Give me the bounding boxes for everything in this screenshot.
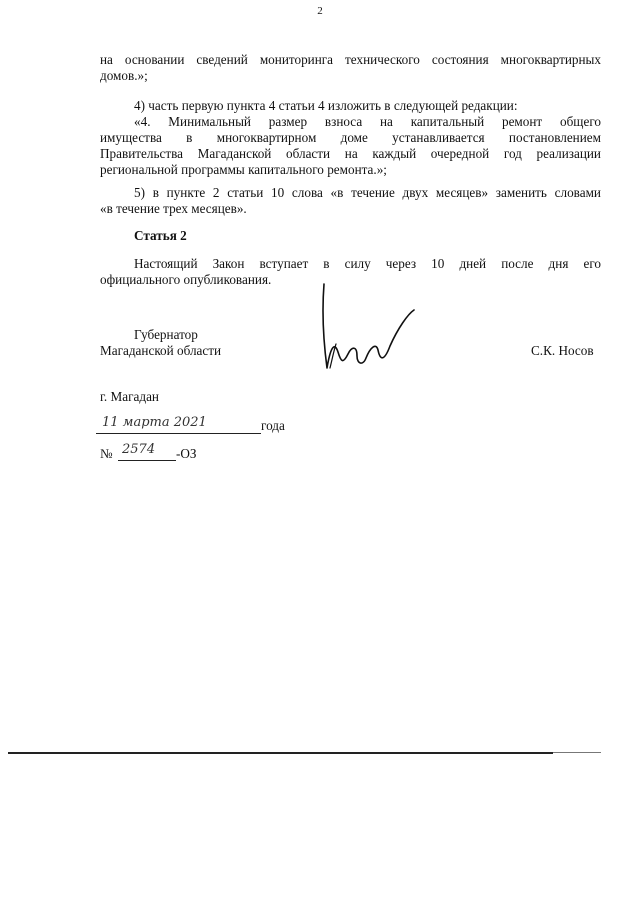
paragraph-line: домов.»; xyxy=(100,68,148,83)
page-number: 2 xyxy=(317,5,323,17)
date-blank xyxy=(96,415,261,434)
bottom-rule-faint xyxy=(553,752,601,753)
bottom-rule xyxy=(8,752,553,754)
date-suffix: года xyxy=(261,418,285,433)
signer-name: С.К. Носов xyxy=(531,343,594,358)
handwritten-signature xyxy=(310,280,420,380)
law-number-suffix: -ОЗ xyxy=(176,446,197,461)
paragraph-line: 4) часть первую пункта 4 статьи 4 изложить в следующей редакции: xyxy=(134,98,518,113)
paragraph-line: 5) в пункте 2 статьи 10 слова «в течение двух месяцев» заменить словами xyxy=(134,185,601,200)
quote-line: Правительства Магаданской области на каждый очередной год реализации xyxy=(100,146,601,161)
law-number-blank xyxy=(118,442,176,461)
law-number-prefix: № xyxy=(100,446,113,461)
paragraph-line: на основании сведений мониторинга технического состояния многоквартирных xyxy=(100,52,601,67)
paragraph-line: «в течение трех месяцев». xyxy=(100,201,247,216)
paragraph-line: официального опубликования. xyxy=(100,272,272,287)
signer-position: Магаданской области xyxy=(100,343,222,358)
signer-position: Губернатор xyxy=(134,327,198,342)
quote-line: «4. Минимальный размер взноса на капитальный ремонт общего xyxy=(134,114,601,129)
place: г. Магадан xyxy=(100,389,159,404)
handwritten-number: 2574 xyxy=(122,442,156,457)
handwritten-date: 11 марта 2021 xyxy=(102,415,207,430)
quote-line: региональной программы капитального ремонта.»; xyxy=(100,162,387,177)
quote-line: имущества в многоквартирном доме устанавливается постановлением xyxy=(100,130,601,145)
article-heading: Статья 2 xyxy=(134,228,187,243)
paragraph-line: Настоящий Закон вступает в силу через 10 дней после дня его xyxy=(134,256,601,271)
